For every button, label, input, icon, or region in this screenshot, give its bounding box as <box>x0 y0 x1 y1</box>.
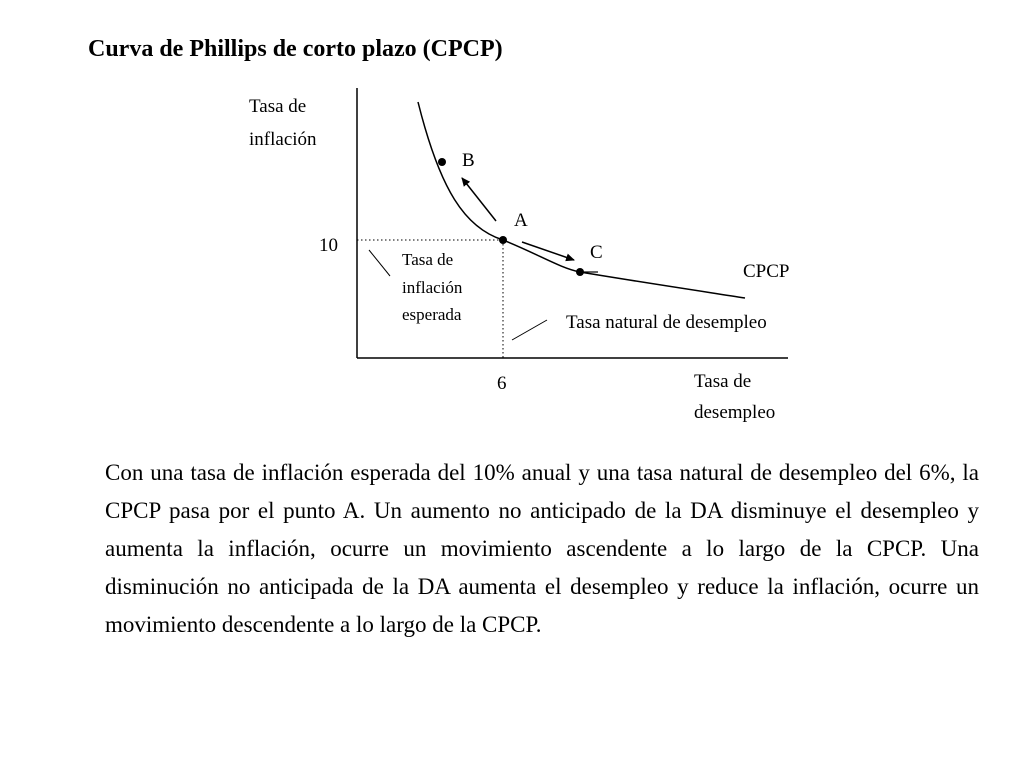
arrow-a-to-b <box>462 178 496 221</box>
x-tick-label-6: 6 <box>497 373 507 394</box>
y-axis-label-line-1: Tasa de <box>249 96 307 117</box>
point-a-label: A <box>514 210 528 231</box>
cpcp-curve-label: CPCP <box>743 261 790 282</box>
expected-inflation-label-line-2: inflación <box>402 278 463 297</box>
chart-title: Curva de Phillips de corto plazo (CPCP) <box>88 36 503 62</box>
expected-inflation-label-line-1: Tasa de <box>402 250 454 269</box>
x-axis-label-line-2: desempleo <box>694 402 776 423</box>
explanatory-paragraph: Con una tasa de inflación esperada del 10% anual y una tasa natural de desempleo del 6%, la CPCP pasa por el punto A. Un aumento no anticipado de la DA disminuye el desempleo y aumenta la inflación, ocurre un movimiento ascendente a lo largo de la CPCP. Una disminución no anticipada de la DA aumenta el desempleo y reduce la inflación, ocurre un movimiento descendente a lo largo de la CPCP. <box>105 460 979 637</box>
point-b <box>438 158 446 166</box>
point-c-label: C <box>590 242 603 263</box>
expected-inflation-label-line-3: esperada <box>402 305 462 324</box>
natural-rate-pointer <box>512 320 547 340</box>
point-c <box>576 268 584 276</box>
natural-rate-label: Tasa natural de desempleo <box>566 312 767 333</box>
y-tick-label-10: 10 <box>319 235 338 256</box>
point-a <box>499 236 507 244</box>
y-axis-label-line-2: inflación <box>249 129 317 150</box>
x-axis-label-line-1: Tasa de <box>694 371 752 392</box>
expected-inflation-pointer <box>369 250 390 276</box>
point-b-label: B <box>462 150 475 171</box>
